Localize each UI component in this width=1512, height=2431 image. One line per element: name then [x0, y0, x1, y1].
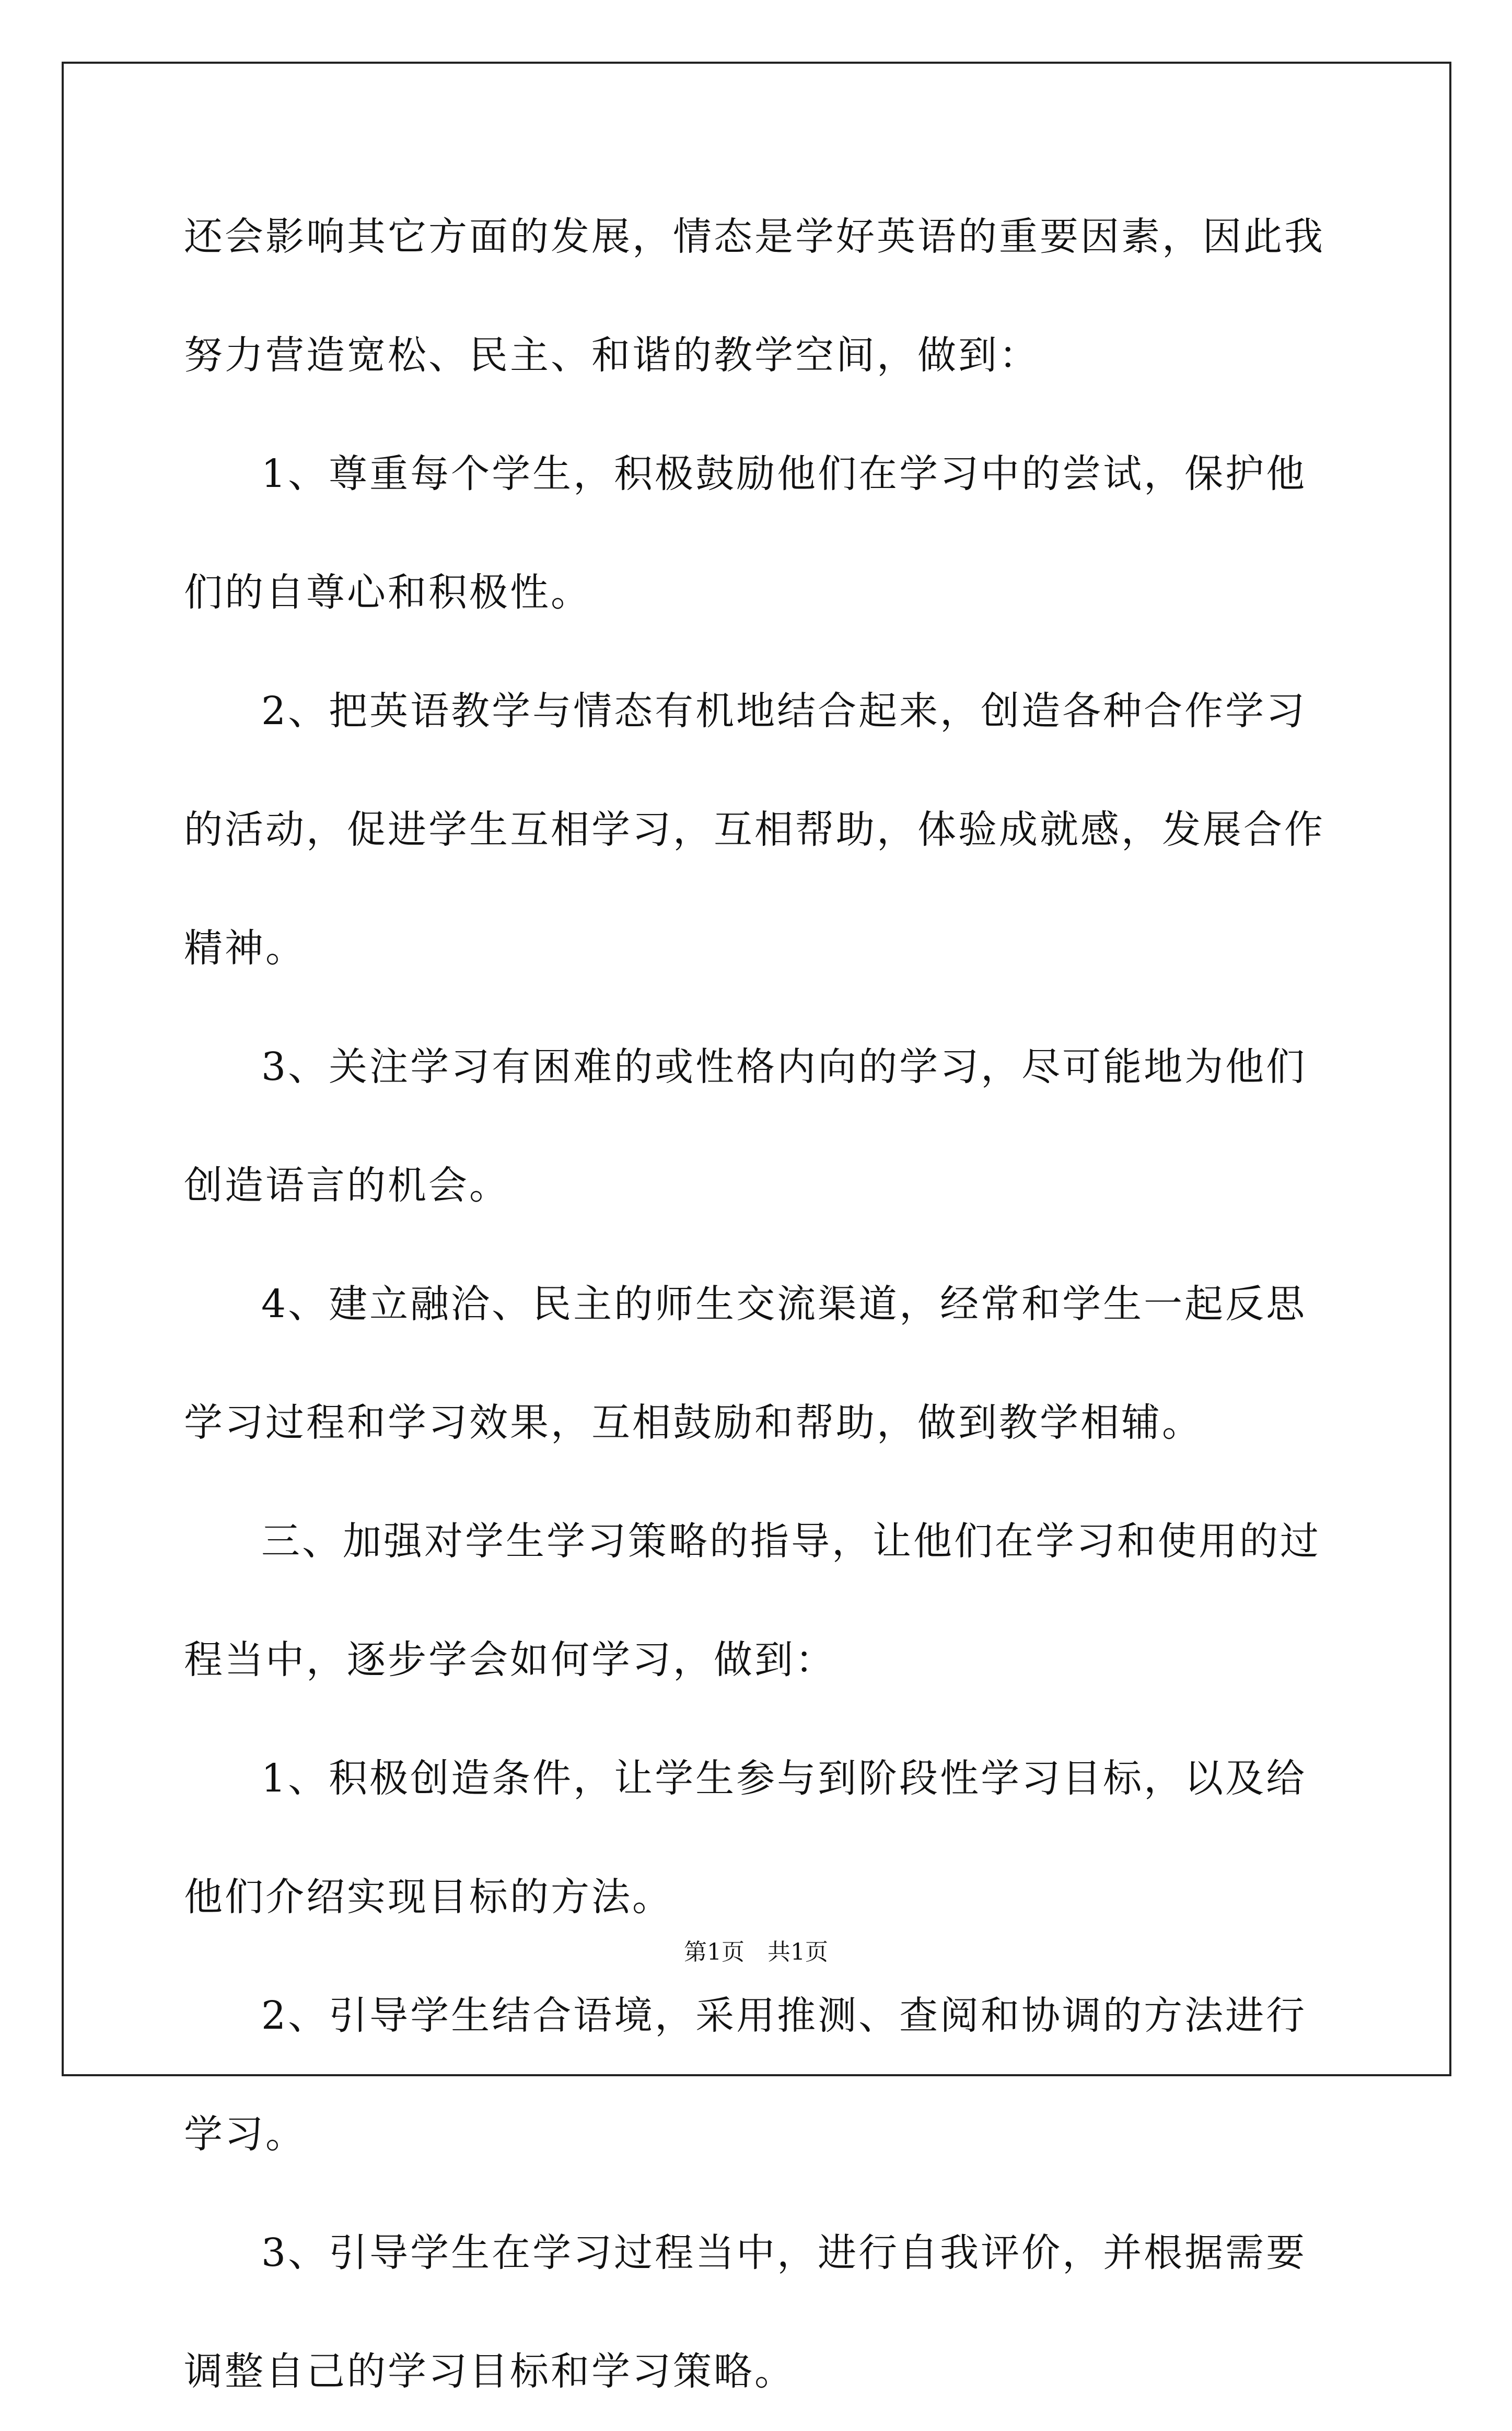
- paragraph-item-2: 2、把英语教学与情态有机地结合起来，创造各种合作学习的活动，促进学生互相学习，互相帮助，体验成就感，发展合作精神。: [184, 689, 1325, 971]
- paragraph-section-3-item-2: 2、引导学生结合语境，采用推测、查阅和协调的方法进行学习。: [184, 1993, 1307, 2157]
- paragraph-item-3: 3、关注学习有困难的或性格内向的学习，尽可能地为他们创造语言的机会。: [184, 1044, 1307, 1208]
- paragraph-section-3-item-3: 3、引导学生在学习过程当中，进行自我评价，并根据需要调整自己的学习目标和学习策略。: [184, 2230, 1307, 2394]
- paragraph-item-1: 1、尊重每个学生，积极鼓励他们在学习中的尝试，保护他们的自尊心和积极性。: [184, 451, 1307, 615]
- paragraph-section-3-item-1: 1、积极创造条件，让学生参与到阶段性学习目标，以及给他们介绍实现目标的方法。: [184, 1756, 1307, 1920]
- paragraph-item-4: 4、建立融洽、民主的师生交流渠道，经常和学生一起反思学习过程和学习效果，互相鼓励和帮助，做到教学相辅。: [184, 1282, 1307, 1445]
- page-number-footer: 第1页 共1页: [684, 1939, 828, 1965]
- paragraph-section-3: 三、加强对学生学习策略的指导，让他们在学习和使用的过程当中，逐步学会如何学习，做到：: [184, 1519, 1321, 1682]
- document-body: [184, 178, 1344, 2431]
- paragraph-intro: 还会影响其它方面的发展，情态是学好英语的重要因素，因此我努力营造宽松、民主、和谐的教学空间，做到：: [184, 214, 1325, 378]
